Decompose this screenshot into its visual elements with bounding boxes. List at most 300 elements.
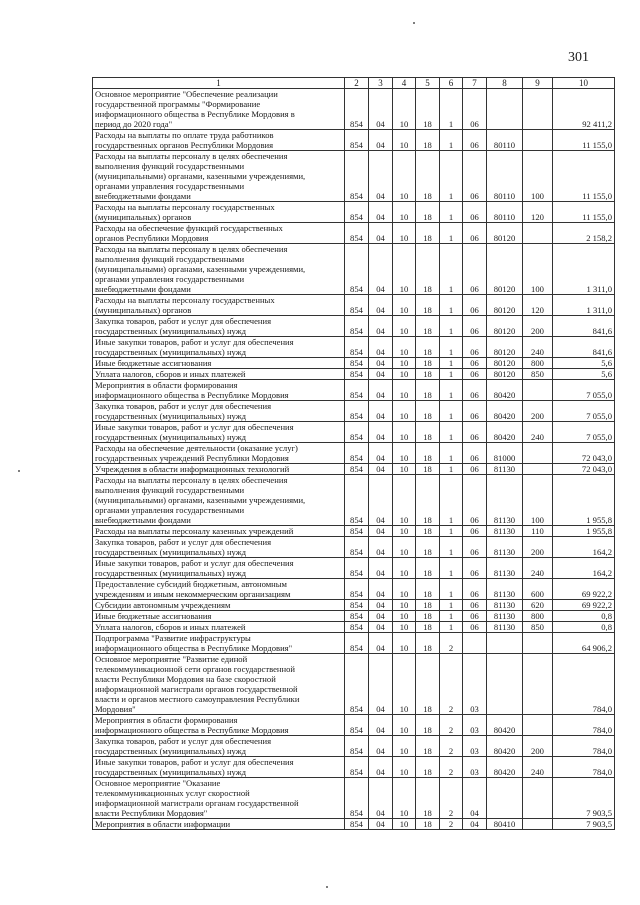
admin-code-cell: 854 [345, 316, 369, 337]
main-event-cell: 06 [463, 622, 487, 633]
program-cell: 18 [416, 130, 440, 151]
amount-cell: 784,0 [553, 654, 615, 715]
admin-code-cell: 854 [345, 464, 369, 475]
subsection-cell: 10 [393, 223, 416, 244]
section-cell: 04 [369, 633, 393, 654]
scan-speck [326, 886, 328, 888]
table-row [93, 244, 615, 295]
direction-cell: 80120 [487, 337, 523, 358]
row-name-cell [93, 537, 345, 558]
amount-cell: 1 955,8 [553, 526, 615, 537]
row-name-cell [93, 202, 345, 223]
subprogram-cell: 1 [440, 558, 463, 579]
amount-cell: 7 055,0 [553, 422, 615, 443]
section-cell: 04 [369, 558, 393, 579]
subsection-cell: 10 [393, 295, 416, 316]
admin-code-cell: 854 [345, 558, 369, 579]
main-event-cell: 06 [463, 151, 487, 202]
section-cell: 04 [369, 401, 393, 422]
amount-cell: 164,2 [553, 558, 615, 579]
table-row [93, 622, 615, 633]
admin-code-cell: 854 [345, 337, 369, 358]
subsection-cell: 10 [393, 202, 416, 223]
amount-cell: 5,6 [553, 369, 615, 380]
admin-code-cell: 854 [345, 380, 369, 401]
table-row [93, 337, 615, 358]
column-header: 5 [416, 78, 440, 89]
amount-cell: 7 055,0 [553, 401, 615, 422]
expense-type-cell: 200 [523, 401, 553, 422]
expense-type-cell: 240 [523, 757, 553, 778]
budget-table-body [93, 78, 615, 830]
section-cell: 04 [369, 202, 393, 223]
section-cell: 04 [369, 579, 393, 600]
program-cell: 18 [416, 611, 440, 622]
subsection-cell: 10 [393, 715, 416, 736]
subsection-cell: 10 [393, 151, 416, 202]
section-cell: 04 [369, 778, 393, 819]
direction-cell: 80420 [487, 401, 523, 422]
scan-speck [413, 22, 415, 24]
program-cell: 18 [416, 622, 440, 633]
row-name-cell [93, 526, 345, 537]
column-header: 3 [369, 78, 393, 89]
subprogram-cell: 1 [440, 358, 463, 369]
amount-cell: 11 155,0 [553, 151, 615, 202]
row-name-cell [93, 633, 345, 654]
subsection-cell: 10 [393, 778, 416, 819]
table-row [93, 295, 615, 316]
row-name-cell [93, 295, 345, 316]
table-row [93, 316, 615, 337]
subsection-cell: 10 [393, 475, 416, 526]
column-header: 1 [93, 78, 345, 89]
main-event-cell: 06 [463, 380, 487, 401]
row-name-text: Мероприятия в области информации [95, 819, 231, 829]
admin-code-cell: 854 [345, 443, 369, 464]
direction-cell: 81130 [487, 526, 523, 537]
expense-type-cell: 800 [523, 358, 553, 369]
subprogram-cell: 2 [440, 757, 463, 778]
column-header: 10 [553, 78, 615, 89]
row-name-cell [93, 130, 345, 151]
section-cell: 04 [369, 475, 393, 526]
main-event-cell: 06 [463, 475, 487, 526]
row-name-cell [93, 611, 345, 622]
amount-cell: 164,2 [553, 537, 615, 558]
main-event-cell [463, 633, 487, 654]
direction-cell: 80120 [487, 223, 523, 244]
main-event-cell: 06 [463, 558, 487, 579]
direction-cell [487, 633, 523, 654]
direction-cell: 81130 [487, 611, 523, 622]
program-cell: 18 [416, 89, 440, 130]
program-cell: 18 [416, 316, 440, 337]
table-row [93, 579, 615, 600]
subsection-cell: 10 [393, 611, 416, 622]
subsection-cell: 10 [393, 526, 416, 537]
admin-code-cell: 854 [345, 600, 369, 611]
expense-type-cell: 200 [523, 316, 553, 337]
main-event-cell: 06 [463, 369, 487, 380]
amount-cell: 11 155,0 [553, 130, 615, 151]
row-name-cell [93, 369, 345, 380]
admin-code-cell: 854 [345, 223, 369, 244]
main-event-cell: 06 [463, 223, 487, 244]
subprogram-cell: 1 [440, 369, 463, 380]
admin-code-cell: 854 [345, 202, 369, 223]
row-name-text: Закупка товаров, работ и услуг для обеспечения государственных (муниципальных) нужд [95, 316, 272, 336]
program-cell: 18 [416, 443, 440, 464]
main-event-cell: 06 [463, 358, 487, 369]
direction-cell: 80110 [487, 130, 523, 151]
direction-cell: 80420 [487, 736, 523, 757]
main-event-cell: 06 [463, 464, 487, 475]
section-cell: 04 [369, 715, 393, 736]
section-cell: 04 [369, 244, 393, 295]
amount-cell: 7 903,5 [553, 778, 615, 819]
direction-cell: 80410 [487, 819, 523, 830]
program-cell: 18 [416, 223, 440, 244]
direction-cell [487, 89, 523, 130]
table-row [93, 223, 615, 244]
column-header: 8 [487, 78, 523, 89]
subprogram-cell: 1 [440, 223, 463, 244]
subsection-cell: 10 [393, 537, 416, 558]
table-row [93, 715, 615, 736]
admin-code-cell: 854 [345, 422, 369, 443]
admin-code-cell: 854 [345, 537, 369, 558]
expense-type-cell [523, 380, 553, 401]
program-cell: 18 [416, 464, 440, 475]
table-row [93, 358, 615, 369]
admin-code-cell: 854 [345, 633, 369, 654]
subprogram-cell: 1 [440, 89, 463, 130]
main-event-cell: 06 [463, 130, 487, 151]
expense-type-cell [523, 633, 553, 654]
subprogram-cell: 1 [440, 475, 463, 526]
row-name-text: Иные закупки товаров, работ и услуг для обеспечения государственных (муниципальных) нужд [95, 558, 294, 578]
expense-type-cell [523, 464, 553, 475]
column-header: 4 [393, 78, 416, 89]
main-event-cell: 06 [463, 401, 487, 422]
subsection-cell: 10 [393, 558, 416, 579]
table-row [93, 537, 615, 558]
amount-cell: 69 922,2 [553, 579, 615, 600]
expense-type-cell: 120 [523, 295, 553, 316]
main-event-cell: 03 [463, 736, 487, 757]
column-header: 2 [345, 78, 369, 89]
table-row [93, 600, 615, 611]
expense-type-cell: 850 [523, 369, 553, 380]
direction-cell [487, 778, 523, 819]
program-cell: 18 [416, 778, 440, 819]
admin-code-cell: 854 [345, 778, 369, 819]
row-name-text: Закупка товаров, работ и услуг для обеспечения государственных (муниципальных) нужд [95, 401, 272, 421]
admin-code-cell: 854 [345, 295, 369, 316]
admin-code-cell: 854 [345, 244, 369, 295]
amount-cell: 841,6 [553, 316, 615, 337]
row-name-cell [93, 422, 345, 443]
admin-code-cell: 854 [345, 736, 369, 757]
program-cell: 18 [416, 537, 440, 558]
section-cell: 04 [369, 464, 393, 475]
section-cell: 04 [369, 654, 393, 715]
subprogram-cell: 1 [440, 380, 463, 401]
admin-code-cell: 854 [345, 622, 369, 633]
section-cell: 04 [369, 369, 393, 380]
row-name-cell [93, 757, 345, 778]
section-cell: 04 [369, 443, 393, 464]
subsection-cell: 10 [393, 736, 416, 757]
expense-type-cell: 240 [523, 558, 553, 579]
program-cell: 18 [416, 819, 440, 830]
expense-type-cell: 600 [523, 579, 553, 600]
subsection-cell: 10 [393, 622, 416, 633]
column-header: 9 [523, 78, 553, 89]
expense-type-cell: 100 [523, 244, 553, 295]
expense-type-cell: 200 [523, 537, 553, 558]
subsection-cell: 10 [393, 600, 416, 611]
direction-cell: 81130 [487, 475, 523, 526]
subsection-cell: 10 [393, 443, 416, 464]
main-event-cell: 04 [463, 778, 487, 819]
subsection-cell: 10 [393, 401, 416, 422]
admin-code-cell: 854 [345, 89, 369, 130]
row-name-cell [93, 223, 345, 244]
program-cell: 18 [416, 579, 440, 600]
main-event-cell: 06 [463, 337, 487, 358]
expense-type-cell [523, 130, 553, 151]
column-header: 7 [463, 78, 487, 89]
expense-type-cell [523, 443, 553, 464]
section-cell: 04 [369, 223, 393, 244]
amount-cell: 72 043,0 [553, 443, 615, 464]
main-event-cell: 06 [463, 611, 487, 622]
page-number: 301 [568, 50, 589, 65]
row-name-text: Расходы на обеспечение деятельности (оказание услуг) государственных учреждений Республики Мордовия [95, 443, 298, 463]
direction-cell: 80120 [487, 358, 523, 369]
amount-cell: 92 411,2 [553, 89, 615, 130]
row-name-text: Иные закупки товаров, работ и услуг для обеспечения государственных (муниципальных) нужд [95, 337, 294, 357]
subprogram-cell: 1 [440, 622, 463, 633]
direction-cell: 81130 [487, 464, 523, 475]
amount-cell: 7 055,0 [553, 380, 615, 401]
main-event-cell: 03 [463, 757, 487, 778]
subprogram-cell: 1 [440, 526, 463, 537]
main-event-cell: 06 [463, 537, 487, 558]
row-name-cell [93, 358, 345, 369]
row-name-text: Расходы на выплаты по оплате труда работников государственных органов Республики Мордовия [95, 130, 274, 150]
main-event-cell: 06 [463, 316, 487, 337]
subprogram-cell: 2 [440, 654, 463, 715]
amount-cell: 1 311,0 [553, 244, 615, 295]
admin-code-cell: 854 [345, 475, 369, 526]
direction-cell: 81130 [487, 537, 523, 558]
table-row [93, 757, 615, 778]
row-name-text: Расходы на выплаты персоналу в целях обеспечения выполнения функций государственными (муниципальными) органами, казенными учреждениями, органами управления государственными внебюджетными фондами [95, 475, 306, 525]
admin-code-cell: 854 [345, 526, 369, 537]
program-cell: 18 [416, 244, 440, 295]
program-cell: 18 [416, 380, 440, 401]
amount-cell: 1 955,8 [553, 475, 615, 526]
subprogram-cell: 1 [440, 401, 463, 422]
row-name-text: Основное мероприятие "Оказание телекоммуникационных услуг скоростной информационной магистрали органам государственной власти Республики Мордовия" [95, 778, 299, 818]
row-name-cell [93, 475, 345, 526]
program-cell: 18 [416, 654, 440, 715]
direction-cell [487, 654, 523, 715]
subprogram-cell: 2 [440, 715, 463, 736]
section-cell: 04 [369, 600, 393, 611]
subprogram-cell: 1 [440, 337, 463, 358]
program-cell: 18 [416, 736, 440, 757]
program-cell: 18 [416, 475, 440, 526]
direction-cell: 80420 [487, 422, 523, 443]
direction-cell: 81000 [487, 443, 523, 464]
main-event-cell: 06 [463, 526, 487, 537]
row-name-cell [93, 244, 345, 295]
section-cell: 04 [369, 380, 393, 401]
subsection-cell: 10 [393, 316, 416, 337]
table-row [93, 202, 615, 223]
program-cell: 18 [416, 715, 440, 736]
subsection-cell: 10 [393, 89, 416, 130]
admin-code-cell: 854 [345, 579, 369, 600]
direction-cell: 80110 [487, 202, 523, 223]
table-row [93, 401, 615, 422]
program-cell: 18 [416, 295, 440, 316]
program-cell: 18 [416, 633, 440, 654]
subsection-cell: 10 [393, 244, 416, 295]
table-row [93, 89, 615, 130]
row-name-text: Расходы на обеспечение функций государственных органов Республики Мордовия [95, 223, 283, 243]
direction-cell: 80420 [487, 380, 523, 401]
expense-type-cell: 240 [523, 422, 553, 443]
row-name-text: Иные закупки товаров, работ и услуг для обеспечения государственных (муниципальных) нужд [95, 422, 294, 442]
table-row [93, 130, 615, 151]
row-name-cell [93, 401, 345, 422]
section-cell: 04 [369, 295, 393, 316]
row-name-text: Закупка товаров, работ и услуг для обеспечения государственных (муниципальных) нужд [95, 736, 272, 756]
subprogram-cell: 1 [440, 579, 463, 600]
expense-type-cell: 850 [523, 622, 553, 633]
amount-cell: 784,0 [553, 736, 615, 757]
table-row [93, 151, 615, 202]
row-name-cell [93, 337, 345, 358]
subprogram-cell: 1 [440, 316, 463, 337]
amount-cell: 72 043,0 [553, 464, 615, 475]
subprogram-cell: 2 [440, 778, 463, 819]
row-name-text: Учреждения в области информационных технологий [95, 464, 290, 474]
table-row [93, 819, 615, 830]
admin-code-cell: 854 [345, 151, 369, 202]
subsection-cell: 10 [393, 633, 416, 654]
row-name-cell [93, 151, 345, 202]
subsection-cell: 10 [393, 380, 416, 401]
direction-cell: 80420 [487, 757, 523, 778]
section-cell: 04 [369, 316, 393, 337]
direction-cell: 81130 [487, 622, 523, 633]
main-event-cell: 06 [463, 89, 487, 130]
table-row [93, 443, 615, 464]
row-name-text: Закупка товаров, работ и услуг для обеспечения государственных (муниципальных) нужд [95, 537, 272, 557]
amount-cell: 784,0 [553, 715, 615, 736]
section-cell: 04 [369, 89, 393, 130]
section-cell: 04 [369, 358, 393, 369]
section-cell: 04 [369, 611, 393, 622]
admin-code-cell: 854 [345, 819, 369, 830]
expense-type-cell: 100 [523, 151, 553, 202]
subprogram-cell: 1 [440, 295, 463, 316]
admin-code-cell: 854 [345, 715, 369, 736]
program-cell: 18 [416, 558, 440, 579]
subprogram-cell: 1 [440, 202, 463, 223]
expense-type-cell: 100 [523, 475, 553, 526]
main-event-cell: 06 [463, 202, 487, 223]
row-name-text: Иные закупки товаров, работ и услуг для обеспечения государственных (муниципальных) нужд [95, 757, 294, 777]
direction-cell: 80420 [487, 715, 523, 736]
amount-cell: 0,8 [553, 622, 615, 633]
main-event-cell: 03 [463, 654, 487, 715]
subprogram-cell: 1 [440, 130, 463, 151]
row-name-cell [93, 736, 345, 757]
subsection-cell: 10 [393, 337, 416, 358]
expense-type-cell [523, 89, 553, 130]
row-name-text: Подпрограмма "Развитие инфраструктуры информационного общества в Республике Мордовия" [95, 633, 293, 653]
direction-cell: 80120 [487, 316, 523, 337]
section-cell: 04 [369, 526, 393, 537]
main-event-cell: 04 [463, 819, 487, 830]
main-event-cell: 06 [463, 295, 487, 316]
admin-code-cell: 854 [345, 369, 369, 380]
program-cell: 18 [416, 401, 440, 422]
row-name-cell [93, 579, 345, 600]
row-name-text: Мероприятия в области формирования информационного общества в Республике Мордовия [95, 380, 289, 400]
program-cell: 18 [416, 202, 440, 223]
expense-type-cell [523, 223, 553, 244]
main-event-cell: 06 [463, 244, 487, 295]
main-event-cell: 06 [463, 443, 487, 464]
table-row [93, 558, 615, 579]
direction-cell: 81130 [487, 579, 523, 600]
row-name-text: Уплата налогов, сборов и иных платежей [95, 369, 246, 379]
section-cell: 04 [369, 422, 393, 443]
expense-type-cell [523, 715, 553, 736]
subprogram-cell: 1 [440, 537, 463, 558]
table-row [93, 380, 615, 401]
row-name-text: Иные бюджетные ассигнования [95, 358, 212, 368]
main-event-cell: 06 [463, 422, 487, 443]
row-name-text: Расходы на выплаты персоналу казенных учреждений [95, 526, 294, 536]
subsection-cell: 10 [393, 369, 416, 380]
row-name-cell [93, 622, 345, 633]
table-row [93, 633, 615, 654]
subprogram-cell: 1 [440, 151, 463, 202]
budget-table [92, 77, 615, 830]
row-name-text: Расходы на выплаты персоналу государственных (муниципальных) органов [95, 295, 275, 315]
program-cell: 18 [416, 358, 440, 369]
row-name-cell [93, 380, 345, 401]
table-row [93, 778, 615, 819]
admin-code-cell: 854 [345, 358, 369, 369]
table-row [93, 369, 615, 380]
subsection-cell: 10 [393, 130, 416, 151]
program-cell: 18 [416, 757, 440, 778]
program-cell: 18 [416, 422, 440, 443]
amount-cell: 2 158,2 [553, 223, 615, 244]
amount-cell: 5,6 [553, 358, 615, 369]
subsection-cell: 10 [393, 579, 416, 600]
